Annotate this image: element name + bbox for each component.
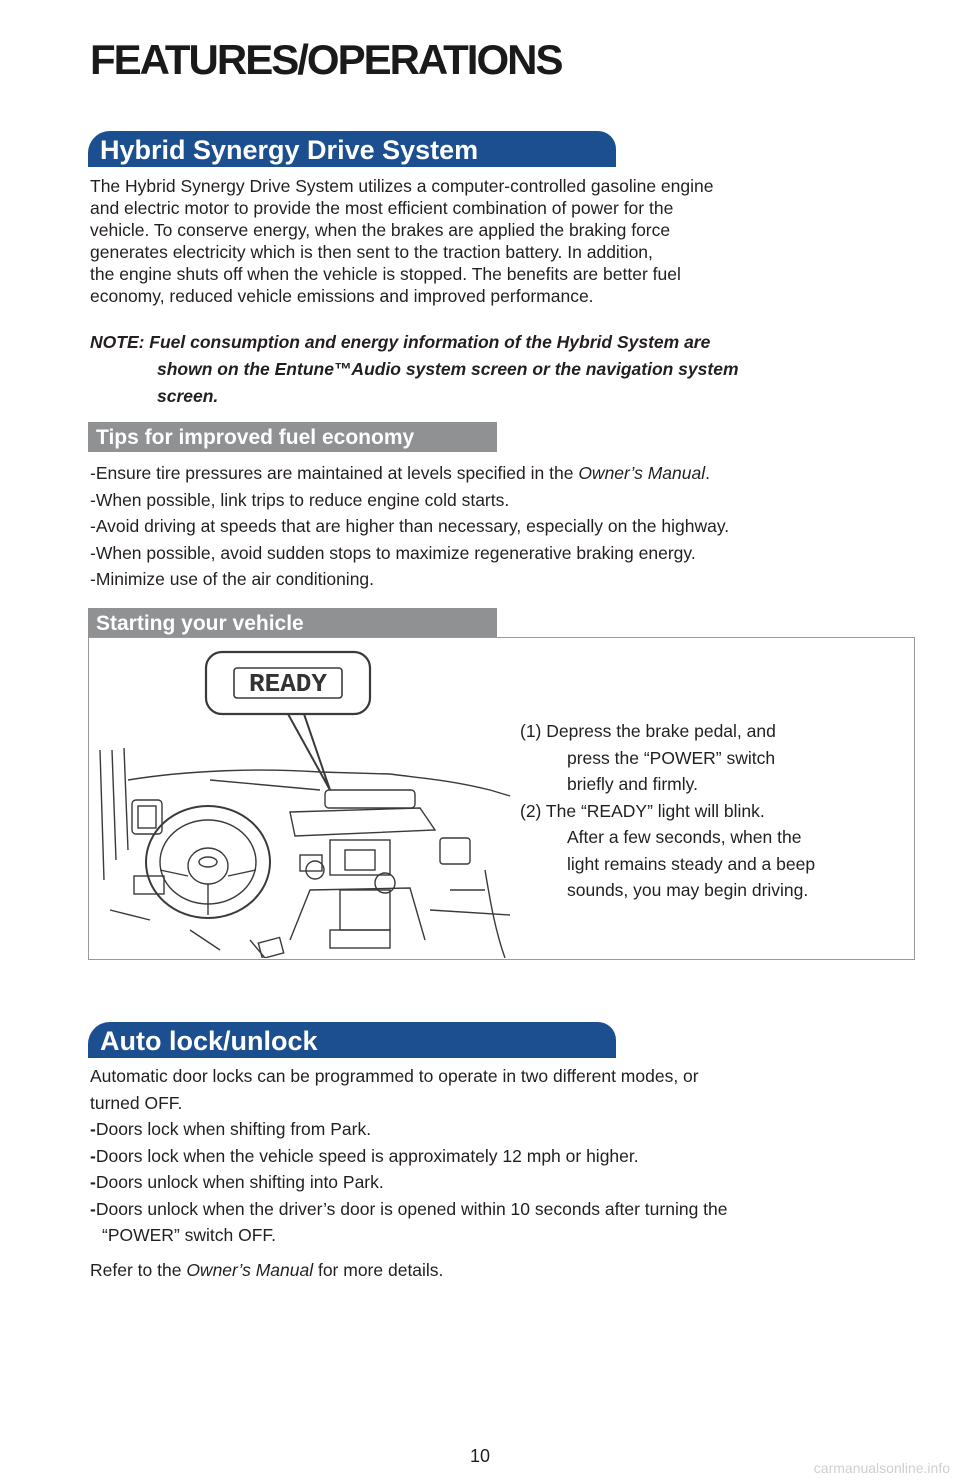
auto-intro-line: Automatic door locks can be programmed to operate in two different modes, or (90, 1066, 699, 1086)
step-line: light remains steady and a beep (567, 853, 816, 874)
step-line: (1) Depress the brake pedal, and (520, 721, 776, 741)
hybrid-body-line: The Hybrid Synergy Drive System utilizes a computer-controlled gasoline engine (90, 176, 714, 196)
auto-item-text: Doors unlock when shifting into Park. (95, 1172, 384, 1192)
list-item: -When possible, link trips to reduce engine cold starts. (90, 489, 510, 510)
hybrid-body-line: the engine shuts off when the vehicle is stopped. The benefits are better fuel (90, 264, 681, 284)
step-line: (2) The “READY” light will blink. (520, 800, 765, 821)
note-line: NOTE: Fuel consumption and energy information of the Hybrid System are (90, 332, 711, 352)
starting-steps (520, 718, 900, 904)
hybrid-note (90, 329, 890, 410)
auto-item-text: Doors lock when the vehicle speed is approximately 12 mph or higher. (95, 1145, 639, 1166)
auto-lock-section-heading: Auto lock/unlock (88, 1022, 616, 1058)
hybrid-body-line: vehicle. To conserve energy, when the brakes are applied the braking force (90, 220, 671, 240)
dashboard-illustration (90, 640, 515, 958)
page-title: FEATURES/OPERATIONS (90, 36, 562, 83)
refer-text: for more details. (313, 1259, 444, 1280)
page-number: 10 (469, 1446, 491, 1466)
starting-section-heading: Starting your vehicle (88, 608, 497, 638)
refer-line (90, 1257, 930, 1284)
list-item: -Doors unlock when the driver’s door is opened within 10 seconds after turning the (90, 1198, 728, 1219)
tips-list (90, 460, 920, 593)
hybrid-body (90, 175, 890, 307)
list-item: -Doors unlock when shifting into Park. (90, 1172, 384, 1192)
list-item (90, 460, 920, 487)
step-line: After a few seconds, when the (567, 827, 802, 847)
hybrid-body-line: and electric motor to provide the most efficient combination of power for the (90, 198, 674, 218)
list-item: -Avoid driving at speeds that are higher than necessary, especially on the highway. (90, 516, 730, 536)
watermark: carmanualsonline.info (813, 1460, 950, 1476)
list-item: -Minimize use of the air conditioning. (90, 569, 375, 589)
list-item: -When possible, avoid sudden stops to maximize regenerative braking energy. (90, 542, 696, 563)
list-item: -Doors lock when shifting from Park. (90, 1119, 372, 1139)
manual-reference: Owner’s Manual (578, 463, 706, 483)
tips-section-heading: Tips for improved fuel economy (88, 422, 497, 452)
hybrid-body-line: generates electricity which is then sent to the traction battery. In addition, (90, 242, 653, 262)
auto-item-text: Doors unlock when the driver’s door is opened within 10 seconds after turning the (95, 1198, 728, 1219)
hybrid-body-line: economy, reduced vehicle emissions and improved performance. (90, 286, 594, 306)
ready-callout-text: READY (248, 669, 328, 699)
auto-item-text: Doors lock when shifting from Park. (95, 1119, 372, 1139)
list-item: -Doors lock when the vehicle speed is approximately 12 mph or higher. (90, 1145, 639, 1166)
refer-text: Refer to the (90, 1259, 187, 1280)
step-line: sounds, you may begin driving. (567, 880, 809, 900)
step-line: press the “POWER” switch (567, 747, 776, 768)
step-line: briefly and firmly. (567, 774, 698, 794)
tip-text: -Ensure tire pressures are maintained at levels specified in the (90, 463, 579, 483)
auto-item-continuation: “POWER” switch OFF. (102, 1225, 277, 1245)
auto-intro-line: turned OFF. (90, 1092, 183, 1113)
note-line: shown on the Entune™Audio system screen or the navigation system (157, 359, 739, 379)
auto-lock-body (90, 1063, 930, 1283)
note-line: screen. (157, 386, 219, 406)
manual-reference: Owner’s Manual (186, 1259, 314, 1280)
hybrid-section-heading: Hybrid Synergy Drive System (88, 131, 616, 167)
tip-text: . (705, 463, 710, 483)
